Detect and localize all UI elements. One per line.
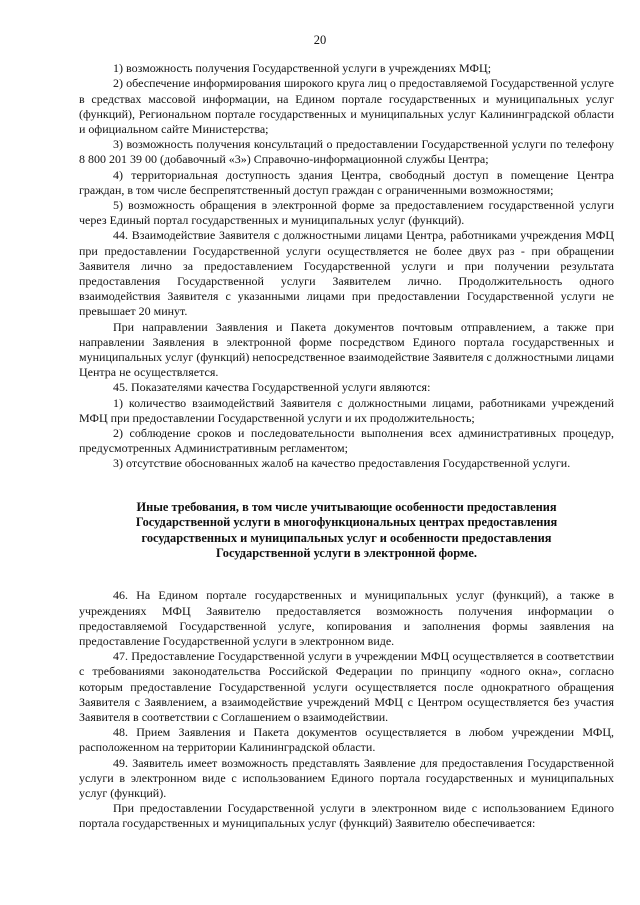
top-section: [79, 61, 614, 471]
paragraph: 1) возможность получения Государственной услуги в учреждениях МФЦ;: [113, 61, 492, 76]
paragraph: При направлении Заявления и Пакета документов почтовым отправлением, а также при направлении Заявления в электронной форме посредством Единого портала государственных и муниципальных услуг (функций) непосредственное взаимодействие Заявителя с должностными лицами Центра не осуществляется.: [79, 319, 614, 380]
paragraph: 1) количество взаимодействий Заявителя с должностными лицами, работниками учреждений МФЦ при предоставлении Государственной услуги и их продолжительность;: [79, 395, 614, 425]
paragraph: 2) соблюдение сроков и последовательности выполнения всех административных процедур, предусмотренных Административным регламентом;: [79, 426, 614, 456]
paragraph: 45. Показателями качества Государственной услуги являются:: [113, 380, 431, 395]
bottom-section: [79, 588, 614, 831]
page-number: 20: [313, 33, 327, 47]
section-heading: Иные требования, в том числе учитывающие особенности предоставления Государственной услуги в многофункциональных центрах предоставления государственных и муниципальных услуг и особенности предоставления Государственной услуги в электронной форме.: [135, 499, 558, 560]
paragraph: 48. Прием Заявления и Пакета документов осуществляется в любом учреждении МФЦ, расположенном на территории Калининградской области.: [79, 725, 614, 755]
paragraph: 3) возможность получения консультаций о предоставлении Государственной услуги по телефону 8 800 201 39 00 (добавочный «3») Справочно-информационной службы Центра;: [79, 137, 614, 167]
paragraph: 49. Заявитель имеет возможность представлять Заявление для предоставления Государственной услуги в электронном виде с использованием Единого портала государственных и муниципальных услуг (функций).: [79, 755, 614, 800]
paragraph: 4) территориальная доступность здания Центра, свободный доступ в помещение Центра граждан, в том числе беспрепятственный доступ граждан с ограниченными возможностями;: [79, 167, 614, 197]
paragraph: 3) отсутствие обоснованных жалоб на качество предоставления Государственной услуги.: [113, 456, 571, 471]
paragraph: 44. Взаимодействие Заявителя с должностными лицами Центра, работниками учреждения МФЦ при предоставлении Государственной услуги осуществляется не более двух раз - при обращении Заявителя лично за предоставлением Государственной услуги и при получении результата предоставления Государственной услуги Заявителем лично. Продолжительность одного взаимодействия Заявителя с указанными лицами при предоставлении Государственной услуги не превышает 20 минут.: [79, 228, 614, 319]
paragraph: 47. Предоставление Государственной услуги в учреждении МФЦ осуществляется в соответствии с требованиями законодательства Российской Федерации по принципу «одного окна», согласно которым предоставление Государственной услуги осуществляется после однократного обращения Заявителя с Заявлением, а взаимодействие учреждений МФЦ с Центром осуществляется без участия Заявителя в соответствии с Соглашением о взаимодействии.: [79, 649, 614, 724]
paragraph: При предоставлении Государственной услуги в электронном виде с использованием Единого портала государственных и муниципальных услуг (функций) Заявителю обеспечивается:: [79, 801, 614, 831]
paragraph: 2) обеспечение информирования широкого круга лиц о предоставляемой Государственной услуге в средствах массовой информации, на Едином портале государственных и муниципальных услуг (функций), Региональном портале государственных и муниципальных услуг Калининградской области и официальном сайте Министерства;: [79, 76, 614, 137]
paragraph: 46. На Едином портале государственных и муниципальных услуг (функций), а также в учреждениях МФЦ Заявителю предоставляется возможность получения информации о предоставляемой Государственной услуге, копирования и заполнения формы заявления на предоставление Государственной услуги в электронном виде.: [79, 588, 614, 648]
paragraph: 5) возможность обращения в электронной форме за предоставлением государственной услуги через Единый портал государственных и муниципальных услуг (функций).: [79, 198, 614, 228]
